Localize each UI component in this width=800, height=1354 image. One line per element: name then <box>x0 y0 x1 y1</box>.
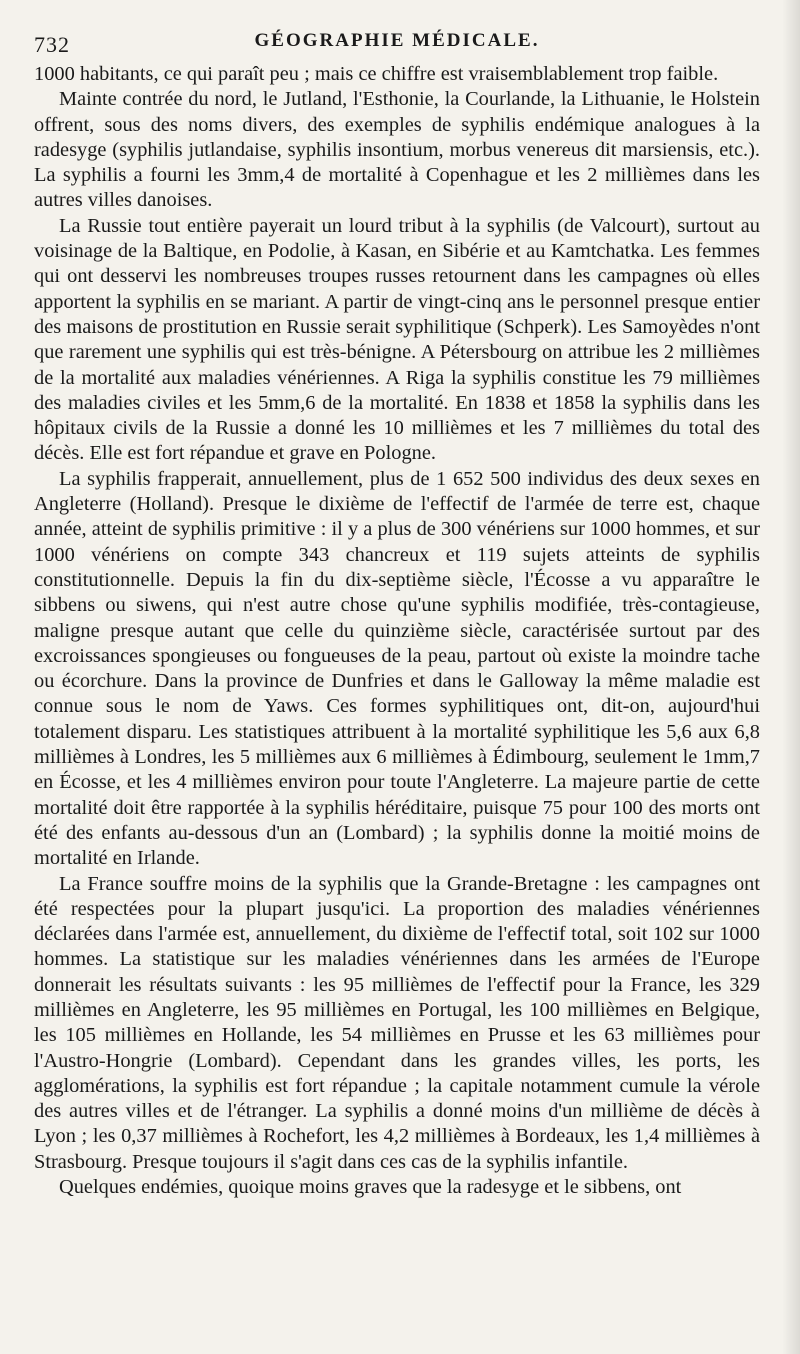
page-header <box>34 28 760 62</box>
running-title: GÉOGRAPHIE MÉDICALE. <box>254 30 540 51</box>
paragraph-france: La France souffre moins de la syphilis que la Grande-Bretagne : les campagnes ont été respectées pour la plupart jusqu'ici. La proportion des maladies vénériennes déclarées dans l'armée est, annuellement, du dixième de l'effectif total, soit 102 sur 1000 hommes. La statistique sur les maladies vénériennes dans les armées de l'Europe donnerait les résultats suivants : les 95 millièmes de l'effectif pour la France, les 329 millièmes en Angleterre, les 95 millièmes en Portugal, les 100 millièmes en Belgique, les 105 millièmes en Hollande, les 54 millièmes en Prusse et les 63 millièmes pour l'Austro-Hongrie (Lombard). Cependant dans les grandes villes, les ports, les agglomérations, la syphilis est fort répandue ; la capitale notamment cumule la vérole des autres villes et de l'étranger. La syphilis a donné moins d'un millième de décès à Lyon ; les 0,37 millièmes à Rochefort, les 4,2 millièmes à Bordeaux, les 1,4 millièmes à Strasbourg. Presque toujours il s'agit dans ces cas de la syphilis infantile. <box>34 872 760 1173</box>
page-number: 732 <box>34 32 70 57</box>
paragraph-endemics: Quelques endémies, quoique moins graves que la radesyge et le sibbens, ont <box>59 1176 682 1199</box>
paragraph-england: La syphilis frapperait, annuellement, plus de 1 652 500 individus des deux sexes en Angleterre (Holland). Presque le dixième de l'effectif de l'armée de terre est, chaque année, atteint de syphilis primitive : il y a plus de 300 vénériens sur 1000 hommes, et sur 1000 vénériens on compte 343 chancreux et 119 sujets atteints de syphilis constitutionnelle. Depuis la fin du dix-septième siècle, l'Écosse a vu apparaître le sibbens ou siwens, qui n'est autre chose qu'une syphilis modifiée, très-contagieuse, maligne presque autant que celle du quinzième siècle, caractérisée surtout par des excroissances spongieuses ou fongueuses de la peau, partout où existe la moindre tache ou écorchure. Dans la province de Dunfries et dans le Galloway la même maladie est connue sous le nom de Yaws. Ces formes syphilitiques ont, dit-on, aujourd'hui totalement disparu. Les statistiques attribuent à la mortalité syphilitique les 5,6 aux 6,8 millièmes à Londres, les 5 millièmes aux 6 millièmes à Édimbourg, seulement le 1mm,7 en Écosse, et les 4 millièmes environ pour toute l'Angleterre. La majeure partie de cette mortalité doit être rapportée à la syphilis héréditaire, puisque 75 pour 100 des morts ont été des enfants au-dessous d'un an (Lombard) ; la syphilis donne la moitié moins de mortalité en Irlande. <box>34 467 760 870</box>
body-text <box>34 62 760 1200</box>
paragraph-russia: La Russie tout entière payerait un lourd tribut à la syphilis (de Valcourt), surtout au voisinage de la Baltique, en Podolie, à Kasan, en Sibérie et au Kamtchatka. Les femmes qui ont desservi les nombreuses troupes russes retournent dans les campagnes où elles apportent la syphilis en se mariant. A partir de vingt-cinq ans le personnel presque entier des maisons de prostitution en Russie serait syphilitique (Schperk). Les Samoyèdes n'ont que rarement une syphilis qui est très-bénigne. A Pétersbourg on attribue les 2 millièmes de la mortalité aux maladies vénériennes. A Riga la syphilis constitue les 79 millièmes des maladies civiles et les 5mm,6 de la mortalité. En 1838 et 1858 la syphilis dans les hôpitaux civils de la Russie a donné les 10 millièmes et les 7 millièmes du total des décès. Elle est fort répandue et grave en Pologne. <box>34 214 760 465</box>
paragraph-northern-countries: Mainte contrée du nord, le Jutland, l'Esthonie, la Courlande, la Lithuanie, le Holstein offrent, sous des noms divers, des exemples de syphilis endémique analogues à la radesyge (syphilis jutlandaise, syphilis insontium, morbus venereus dit marsiensis, etc.). La syphilis a fourni les 3mm,4 de mortalité à Copenhague et les 2 millièmes dans les autres villes danoises. <box>34 88 760 212</box>
paragraph-continuation: 1000 habitants, ce qui paraît peu ; mais ce chiffre est vraisemblablement trop faible. <box>34 63 719 85</box>
